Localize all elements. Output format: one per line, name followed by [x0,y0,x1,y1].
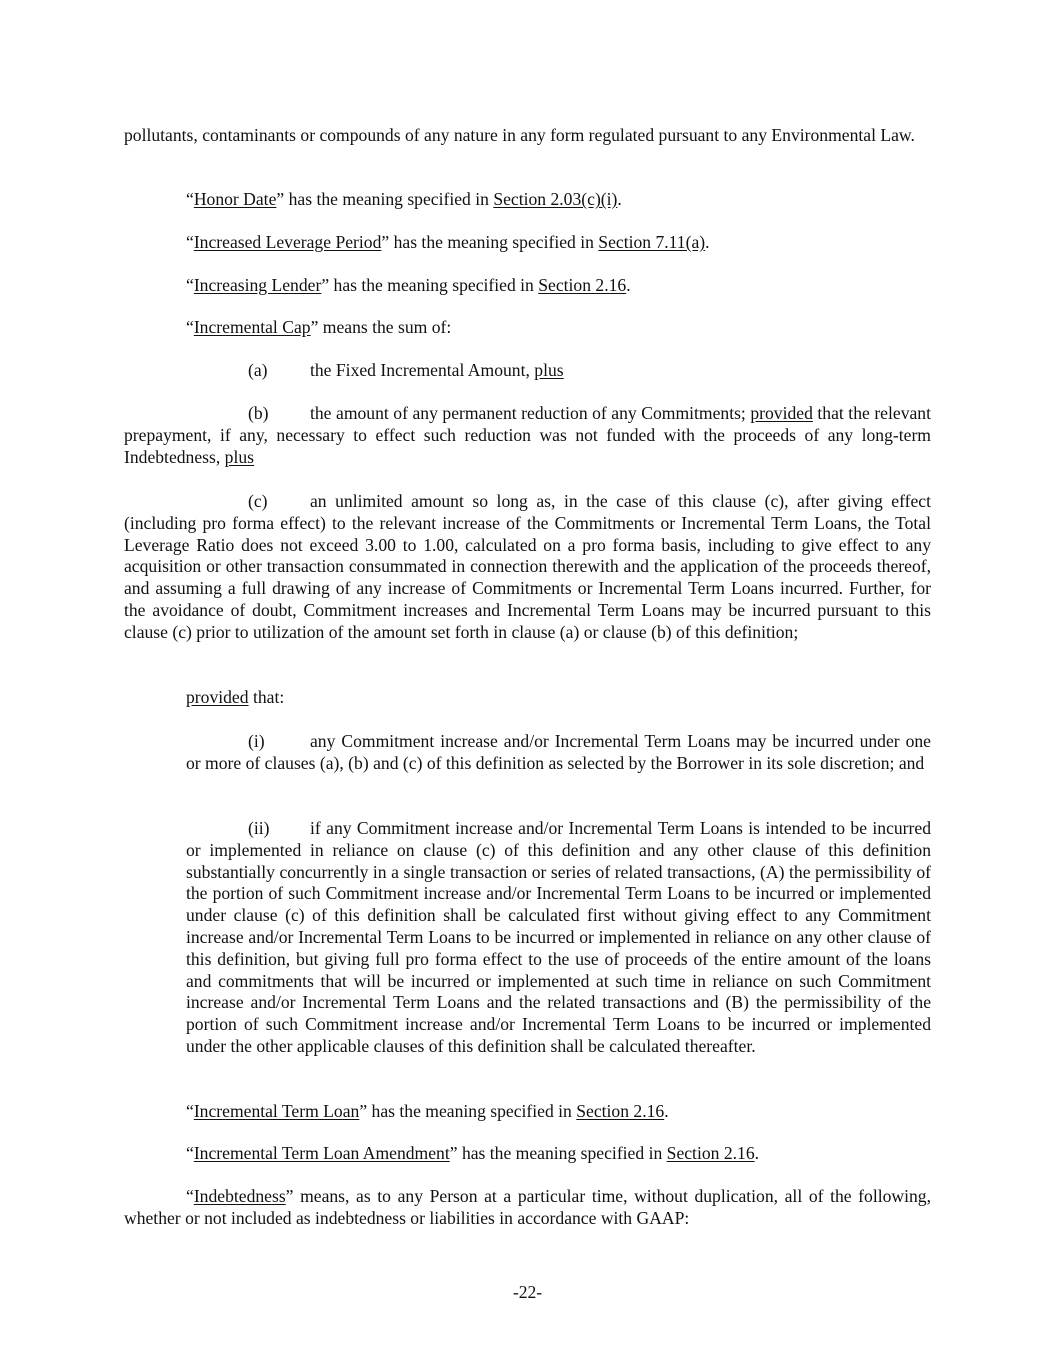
intro-paragraph: pollutants, contaminants or compounds of any nature in any form regulated pursuant to any Environmental Law. [124,125,915,145]
section-reference: Section 7.11(a) [598,232,706,252]
clause-label: (b) [248,403,269,423]
defined-term: Indebtedness [193,1186,286,1206]
page-number: -22- [512,1282,543,1302]
section-reference: Section 2.16 [538,275,627,295]
defined-term: Incremental Cap [193,317,311,337]
defined-term: Increasing Lender [193,275,322,295]
definition-incremental-cap: “Incremental Cap” means the sum of: [186,317,452,337]
defined-term: Honor Date [193,189,277,209]
proviso-intro: provided that: [186,687,285,707]
clause-i: (i) any Commitment increase and/or Incremental Term Loans may be incurred under one or more of clauses (a), (b) and (c) of this definition as selected by the Borrower in its sole discretion; and [186,731,931,773]
clause-label: (c) [248,491,268,511]
clause-label: (i) [248,731,265,751]
defined-term: Incremental Term Loan [193,1101,360,1121]
section-reference: Section 2.16 [576,1101,665,1121]
definition-honor-date: “Honor Date” has the meaning specified in Section 2.03(c)(i). [186,189,622,209]
clause-label: (ii) [248,818,270,838]
definition-incremental-term-loan: “Incremental Term Loan” has the meaning specified in Section 2.16. [186,1101,669,1121]
clause-ii: (ii) if any Commitment increase and/or Incremental Term Loans is intended to be incurred or implemented in reliance on clause (c) of this definition and any other clause of this definition substantially concurrently in a single transaction or series of related transactions, (A) the permissibility of the portion of such Commitment increase and/or Incremental Term Loans to be incurred or implemented under clause (c) of this definition shall be calculated first without giving effect to any Commitment increase and/or Incremental Term Loans to be incurred or implemented in reliance on any other clause of this definition, but giving full pro forma effect to the use of proceeds of the entire amount of the loans and commitments that will be incurred or implemented at such time in reliance on such Commitment increase and/or Incremental Term Loans and the related transactions and (B) the permissibility of the portion of such Commitment increase and/or Incremental Term Loans to be incurred or implemented under the other applicable clauses of this definition shall be calculated thereafter. [186,818,931,1056]
defined-term: Increased Leverage Period [193,232,382,252]
section-reference: Section 2.03(c)(i) [493,189,618,209]
clause-b: (b) the amount of any permanent reduction of any Commitments; provided that the relevant prepayment, if any, necessary to effect such reduction was not funded with the proceeds of any long-term Indebtedness, plus [124,403,931,467]
clause-c: (c) an unlimited amount so long as, in the case of this clause (c), after giving effect (including pro forma effect) to the relevant increase of the Commitments or Incremental Term Loans, the Total Leverage Ratio does not exceed 3.00 to 1.00, calculated on a pro forma basis, including to give effect to any acquisition or other transaction consummated in connection therewith and the application of the proceeds thereof, and assuming a full drawing of any increase of Commitments or Incremental Term Loans incurred. Further, for the avoidance of doubt, Commitment increases and Incremental Term Loans may be incurred pursuant to this clause (c) prior to utilization of the amount set forth in clause (a) or clause (b) of this definition; [124,491,931,642]
clause-a: (a) the Fixed Incremental Amount, plus [248,360,564,380]
definition-increasing-lender: “Increasing Lender” has the meaning specified in Section 2.16. [186,275,631,295]
definition-increased-leverage-period: “Increased Leverage Period” has the meaning specified in Section 7.11(a). [186,232,710,252]
definition-indebtedness: “Indebtedness” means, as to any Person at a particular time, without duplication, all of the following, whether or not included as indebtedness or liabilities in accordance with GAAP: [124,1186,931,1228]
definition-incremental-term-loan-amendment: “Incremental Term Loan Amendment” has the meaning specified in Section 2.16. [186,1143,760,1163]
defined-term: Incremental Term Loan Amendment [193,1143,450,1163]
section-reference: Section 2.16 [666,1143,755,1163]
clause-label: (a) [248,360,268,380]
